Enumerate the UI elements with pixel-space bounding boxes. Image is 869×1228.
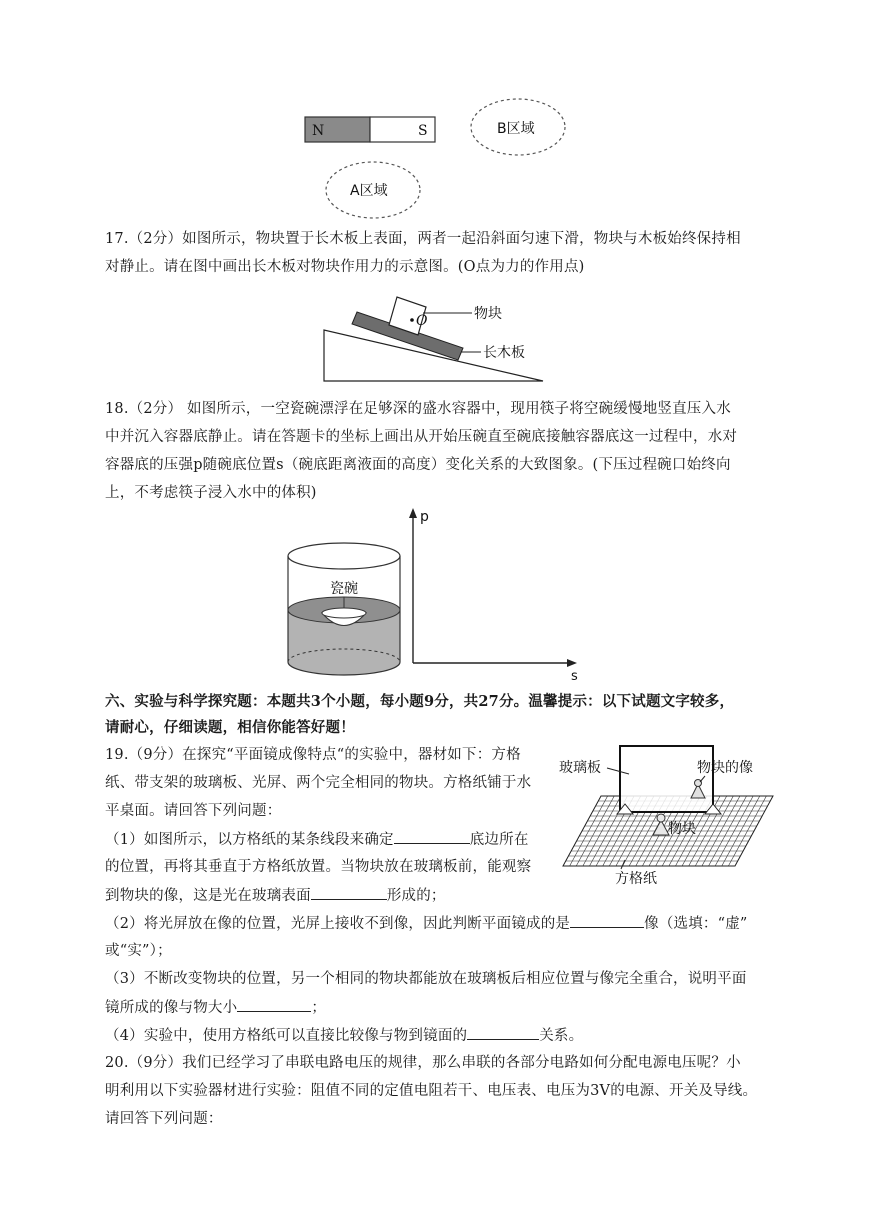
p-axis-label: p [420, 509, 429, 525]
q19-blank-4[interactable] [237, 997, 311, 1012]
glass-label: 玻璃板 [559, 760, 601, 776]
image-label: 物块的像 [697, 760, 753, 776]
q19-blank-5[interactable] [467, 1025, 539, 1040]
point-o-label: O [416, 313, 428, 329]
region-b-label: B区域 [497, 121, 535, 137]
point-o [410, 318, 414, 322]
q19-part1-line1 [105, 829, 529, 850]
glass-plate [620, 746, 713, 812]
q19-part2-line2: 或“实”）； [105, 943, 172, 959]
q17-line1: 17.（2分）如图所示，物块置于长木板上表面，两者一起沿斜面匀速下滑，物块与木板始终保持相 [105, 231, 741, 247]
q19-line3: 平桌面。请回答下列问题： [105, 803, 282, 819]
q19-part4-text-b: 关系。 [539, 1028, 584, 1044]
container-figure [280, 540, 410, 685]
q18-line1: 18.（2分） 如图所示，一空瓷碗漂浮在足够深的盛水容器中，现用筷子将空碗缓慢地竖直压入水 [105, 401, 731, 417]
q19-part3-line2 [105, 997, 326, 1018]
block-label: 物块 [668, 821, 696, 837]
magnet-figure [290, 95, 590, 225]
q20-line3: 请回答下列问题： [105, 1111, 223, 1127]
s-axis-arrow [567, 659, 577, 667]
q19-part1-line2: 的位置，再将其垂直于方格纸放置。当物块放在玻璃板前，能观察 [105, 859, 532, 875]
q18-line2: 中并沉入容器底静止。请在答题卡的坐标上画出从开始压碗直至碗底接触容器底这一过程中，水对 [105, 429, 738, 445]
q20-line1: 20.（9分）我们已经学习了串联电路电压的规律，那么串联的各部分电路如何分配电源电压呢？小 [105, 1055, 741, 1071]
section6-line2: 请耐心，仔细读题，相信你能答好题！ [105, 719, 355, 736]
p-axis-arrow [409, 508, 417, 518]
block-front [653, 822, 669, 835]
q19-part4-text-a: （4）实验中，使用方格纸可以直接比较像与物到镜面的 [105, 1028, 468, 1044]
q19-part4-line1 [105, 1025, 583, 1046]
ps-axes [405, 505, 590, 680]
block-front-top [657, 814, 665, 822]
q19-part2-text-a: （2）将光屏放在像的位置，光屏上接收不到像，因此判断平面镜成的是 [105, 916, 571, 932]
q19-blank-1[interactable] [394, 829, 470, 844]
q20-line2: 明利用以下实验器材进行实验：阻值不同的定值电阻若干、电压表、电压为3V的电源、开关及导线。 [105, 1083, 758, 1099]
grid-label: 方格纸 [615, 871, 657, 887]
grid-leader-line [621, 860, 625, 869]
q19-part2-line1 [105, 913, 748, 934]
block-label: 物块 [474, 306, 502, 322]
magnet-n-label: N [312, 123, 325, 139]
q19-part3-text-a: 镜所成的像与物大小 [105, 1000, 238, 1016]
region-a-label: A区域 [350, 183, 388, 199]
q19-blank-3[interactable] [570, 913, 644, 928]
container-top-rim [288, 543, 400, 569]
q19-part1-line3-text-b: 形成的； [386, 888, 446, 904]
q19-part1-line3-text-a: 到物块的像，这是光在玻璃表面 [105, 888, 311, 904]
q19-blank-2[interactable] [311, 885, 387, 900]
magnet-s-label: S [418, 123, 428, 139]
q19-line1: 19.（9分）在探究“平面镜成像特点“的实验中，器材如下：方格 [105, 747, 521, 763]
mirror-figure [555, 738, 785, 888]
block-image-top [695, 780, 702, 787]
q19-part1-line3 [105, 885, 446, 906]
bowl-rim [322, 608, 366, 618]
q19-part2-text-b: 像（选填：“虚” [644, 916, 748, 932]
board-label: 长木板 [483, 345, 525, 361]
q19-part1-text-b: 底边所在 [469, 832, 529, 848]
incline-figure [315, 288, 575, 388]
q19-part3-line1: （3）不断改变物块的位置，另一个相同的物块都能放在玻璃板后相应位置与像完全重合，说明平面 [105, 971, 747, 987]
q19-part3-text-b: ； [311, 1000, 327, 1016]
section6-line1: 六、实验与科学探究题：本题共3个小题，每小题9分，共27分。温馨提示：以下试题文字较多， [105, 693, 735, 710]
q19-part1-text-a: （1）如图所示，以方格纸的某条线段来确定 [105, 832, 394, 848]
bowl-label: 瓷碗 [330, 581, 358, 597]
q18-line4: 上，不考虑筷子浸入水中的体积) [105, 485, 317, 501]
q18-line3: 容器底的压强p随碗底位置s（碗底距离液面的高度）变化关系的大致图象。(下压过程碗口始终向 [105, 457, 731, 473]
q19-line2: 纸、带支架的玻璃板、光屏、两个完全相同的物块。方格纸铺于水 [105, 775, 532, 791]
q17-line2: 对静止。请在图中画出长木板对物块作用力的示意图。(O点为力的作用点) [105, 259, 585, 275]
s-axis-label: s [571, 669, 578, 680]
